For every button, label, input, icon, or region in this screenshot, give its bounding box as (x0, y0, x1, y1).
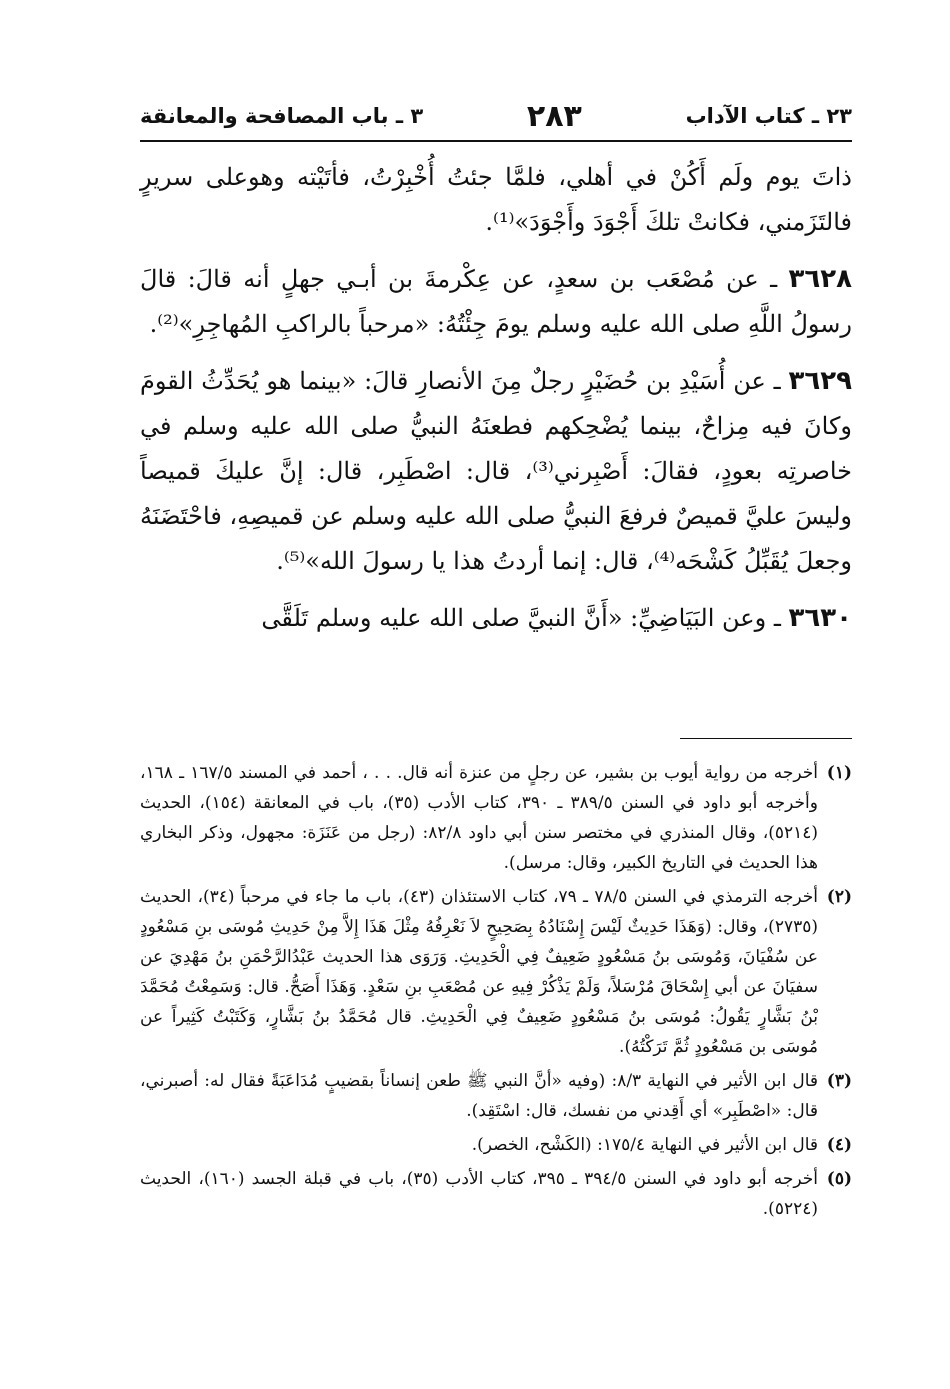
footnote (140, 882, 852, 1062)
footnotes (140, 758, 852, 1228)
footnote-divider (680, 738, 852, 739)
hadith-text: ـ عن مُصْعَب بن سعدٍ، عن عِكْرمةَ بن أبـي جهلٍ أنه قالَ: قالَ رسولُ اللَّهِ صلى الله عليه وسلم يومَ جِئْتُهُ: «مرحباً بالراكبِ المُهاجِرِ»⁽²⁾. (140, 265, 852, 338)
hadith-text: ـ عن أُسَيْدِ بن حُضَيْرٍ رجلٌ مِنَ الأنصارِ قالَ: «بينما هو يُحَدِّثُ القومَ وكانَ فيه مِزاحٌ، بينما يُضْحِكهم فطعنَهُ النبيُّ صلى الله عليه وسلم في خاصرتِه بعودٍ، فقالَ: أَصْبِرني⁽³⁾، قال: اصْطَبِر، قال: إنَّ عليكَ قميصاً وليسَ عليَّ قميصٌ فرفعَ النبيُّ صلى الله عليه وسلم عن قميصِهِ، فاحْتَضَنَهُ وجعلَ يُقَبِّلُ كَشْحَه⁽⁴⁾، قال: إنما أردتُ هذا يا رسولَ الله»⁽⁵⁾. (140, 367, 852, 575)
footnote (140, 1164, 852, 1224)
footnote-text: أخرجه أبو داود في السنن ٣٩٤/٥ ـ ٣٩٥، كتاب الأدب (٣٥)، باب في قبلة الجسد (١٦٠)، الحديث (٥٢٢٤). (140, 1169, 818, 1219)
footnote-text: قال ابن الأثير في النهاية ١٧٥/٤: (الكَشْح، الخصر). (471, 1135, 818, 1155)
main-text (140, 155, 852, 641)
hadith-paragraph (140, 359, 852, 584)
footnote (140, 1130, 852, 1160)
hadith-paragraph (140, 257, 852, 347)
footnote-marker: (٣) (826, 1071, 852, 1091)
hadith-number: ٣٦٢٨ (788, 264, 852, 294)
page-number: ٢٨٣ (526, 98, 582, 134)
footnote-text: أخرجه الترمذي في السنن ٧٨/٥ ـ ٧٩، كتاب الاستئذان (٤٣)، باب ما جاء في مرحباً (٣٤)، الحديث (٢٧٣٥)، وقال: (وَهَذَا حَدِيثٌ لَيْسَ إِسْنَادُهُ بِصَحِيحٍ لاَ نَعْرِفُهُ مِثْلَ هَذَا إِلاَّ مِنْ حَدِيثِ مُوسَى بنِ مَسْعُودٍ عن سُفْيَانَ، وَمُوسَى بنُ مَسْعُودٍ ضَعِيفٌ فِي الْحَدِيثِ. وَرَوَى هذا الحديث عَبْدُالرَّحْمَنِ بنُ مَهْدِيَ عن سفيَانَ عن أبي إِسْحَاقَ مُرْسَلاً، وَلَمْ يَذْكُرْ فِيهِ عن مُصْعَبِ بنِ سَعْدٍ. وَهَذَا أَصَحُّ. قال: وَسَمِعْتُ مُحَمَّدَ بْنُ بَشَّارٍ يَقُولُ: مُوسَى بنُ مَسْعُودٍ ضَعِيفٌ فِي الْحَدِيثِ. قال مُحَمَّدُ بنُ بَشَّارٍ، وَكَتَبْتُ كَثِيراً عن مُوسَى بن مَسْعُودٍ ثُمَّ تَرَكْتُهُ). (140, 887, 818, 1057)
footnote (140, 1066, 852, 1126)
hadith-paragraph (140, 155, 852, 245)
hadith-number: ٣٦٢٩ (788, 366, 853, 396)
footnote-marker: (٤) (826, 1135, 852, 1155)
hadith-text: ذاتَ يوم ولَم أَكُنْ في أهلي، فلمَّا جئتُ أُخْبِرْتُ، فأتَيْته وهوعلى سريرٍ فالتَزَمني، فكانتْ تلكَ أَجْوَدَ وأَجْوَدَ»⁽¹⁾. (140, 163, 852, 236)
book-chapter-title: ٢٣ ـ كتاب الآداب (685, 104, 852, 128)
page-header (140, 96, 852, 136)
footnote-marker: (٥) (826, 1169, 852, 1189)
hadith-number: ٣٦٣٠ (788, 603, 852, 633)
hadith-paragraph (140, 596, 852, 641)
footnote (140, 758, 852, 878)
footnote-text: قال ابن الأثير في النهاية ٨/٣: (وفيه «أنَّ النبي ﷺ طعن إنساناً بقضيبٍ مُدَاعَبَةً فقال له: أصبرني، قال: «اصْطَبِر» أي أَقِدني من نفسك، قال: اسْتَقِد). (140, 1071, 819, 1121)
footnote-text: أخرجه من رواية أيوب بن بشير، عن رجلٍ من عنزة أنه قال. . . ، أحمد في المسند ١٦٧/٥ ـ ١٦٨، وأخرجه أبو داود في السنن ٣٨٩/٥ ـ ٣٩٠، كتاب الأدب (٣٥)، باب في المعانقة (١٥٤)، الحديث (٥٢١٤)، وقال المنذري في مختصر سنن أبي داود ٨٢/٨: (رجل من عَنَزَة: مجهول، وذكر البخاري هذا الحديث في التاريخ الكبير، وقال: مرسل). (140, 763, 819, 873)
footnote-marker: (١) (826, 763, 852, 783)
footnote-marker: (٢) (826, 887, 852, 907)
header-divider (140, 140, 852, 142)
section-title: ٣ ـ باب المصافحة والمعانقة (140, 104, 424, 128)
hadith-text: ـ وعن البَيَاضِيِّ: «أَنَّ النبيَّ صلى الله عليه وسلم تَلَقَّى (261, 604, 781, 632)
